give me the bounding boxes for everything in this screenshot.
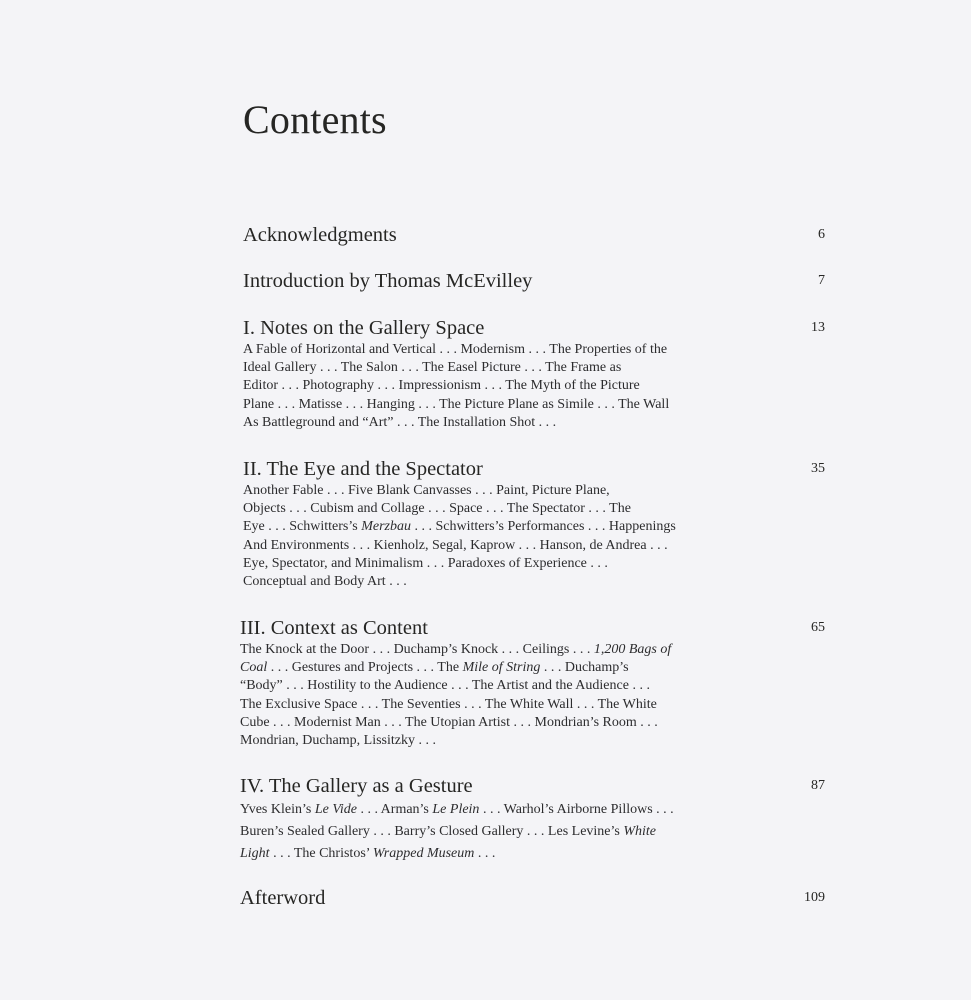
toc-entry-title: Introduction by Thomas McEvilley bbox=[243, 270, 533, 292]
toc-description-line bbox=[243, 359, 743, 377]
toc-section-description bbox=[243, 482, 743, 591]
work-title: 1,200 Bags of bbox=[593, 642, 672, 657]
work-title: White bbox=[623, 824, 657, 839]
toc-description-line bbox=[240, 799, 740, 821]
toc-page-number: 109 bbox=[804, 890, 825, 905]
work-title: Wrapped Museum bbox=[372, 846, 475, 861]
description-text: Ideal Gallery . . . The Salon . . . The Easel Picture . . . The Frame as bbox=[243, 360, 622, 376]
work-title: Coal bbox=[240, 660, 268, 676]
description-text: Yves Klein’s bbox=[240, 802, 315, 817]
toc-description-line bbox=[240, 843, 740, 865]
description-text: “Body” . . . Hostility to the Audience . . . The Artist and the Audience . . . bbox=[240, 678, 650, 694]
toc-entry-title: Afterword bbox=[240, 887, 326, 909]
description-text: Schwitters’s bbox=[289, 519, 362, 535]
toc-section-title: II. The Eye and the Spectator bbox=[243, 458, 483, 480]
description-text: A Fable of Horizontal and Vertical . . . Modernism . . . The Properties of the bbox=[243, 342, 668, 357]
toc-page-number: 65 bbox=[811, 620, 825, 635]
description-text: . . . The Christos’ bbox=[269, 846, 373, 861]
work-title: Le Vide bbox=[314, 802, 357, 817]
description-text: . . . Arman’s bbox=[356, 802, 433, 817]
work-title: Light bbox=[240, 846, 270, 861]
toc-section-3 bbox=[240, 615, 825, 750]
description-text: Eye, Spectator, and Minimalism . . . Paradoxes of Experience . . . bbox=[243, 555, 608, 571]
toc-entry-introduction bbox=[243, 268, 825, 294]
toc-description-line bbox=[240, 659, 740, 677]
toc-description-line bbox=[243, 555, 743, 573]
toc-page-number: 7 bbox=[818, 273, 825, 288]
toc-page-number: 87 bbox=[811, 778, 825, 793]
toc-page-number: 13 bbox=[811, 320, 825, 335]
toc-description-line bbox=[243, 518, 743, 536]
toc-section-2 bbox=[243, 456, 825, 591]
toc-page-number: 6 bbox=[818, 227, 825, 242]
description-text: Buren’s Sealed Gallery . . . Barry’s Closed Gallery . . . Les Levine’s bbox=[240, 824, 624, 839]
toc-section-1 bbox=[243, 315, 825, 432]
toc-description-line bbox=[240, 641, 740, 659]
toc-description-line bbox=[243, 414, 743, 432]
description-text: . . . Warhol’s Airborne Pillows . . . bbox=[479, 802, 674, 817]
toc-section-description bbox=[243, 341, 743, 432]
toc-description-line bbox=[243, 482, 743, 500]
toc-entry-acknowledgments bbox=[243, 222, 825, 248]
description-text: . . . Schwitters’s Performances . . . Happenings bbox=[411, 519, 676, 535]
toc-description-line bbox=[240, 714, 740, 732]
work-title: Merzbau bbox=[361, 519, 411, 535]
description-text: As Battleground and “Art” . . . The Installation Shot . . . bbox=[243, 414, 557, 430]
toc-section-title: I. Notes on the Gallery Space bbox=[243, 317, 485, 339]
description-text: Editor . . . Photography . . . Impressionism . . . The Myth of the Picture bbox=[243, 378, 640, 394]
description-text: Cube . . . Modernist Man . . . The Utopian Artist . . . Mondrian’s Room . . . bbox=[240, 714, 658, 730]
work-title: Mile of String bbox=[462, 660, 541, 676]
description-text: The Exclusive Space . . . The Seventies . . . The White Wall . . . The White bbox=[240, 696, 657, 712]
description-text: And Environments . . . Kienholz, Segal, Kaprow . . . Hanson, de Andrea . . . bbox=[243, 537, 668, 553]
toc-description-line bbox=[240, 821, 740, 843]
toc-description-line bbox=[243, 500, 743, 518]
toc-section-title: IV. The Gallery as a Gesture bbox=[240, 775, 473, 797]
toc-entry-afterword bbox=[240, 885, 825, 911]
description-text: The Knock at the Door . . . Duchamp’s Knock . . . Ceilings . . . bbox=[240, 642, 594, 657]
toc-description-line bbox=[243, 396, 743, 414]
description-text: Eye . . . bbox=[243, 519, 290, 535]
description-text: Another Fable . . . Five Blank Canvasses . . . Paint, Picture Plane, bbox=[243, 483, 610, 498]
toc-entry-title: Acknowledgments bbox=[243, 224, 397, 246]
toc-description-line bbox=[240, 696, 740, 714]
toc-section-description bbox=[240, 641, 740, 750]
page-title: Contents bbox=[243, 97, 387, 142]
description-text: Mondrian, Duchamp, Lissitzky . . . bbox=[240, 733, 436, 749]
description-text: Plane . . . Matisse . . . Hanging . . . The Picture Plane as Simile . . . The Wall bbox=[243, 396, 670, 412]
toc-page-number: 35 bbox=[811, 461, 825, 476]
toc-description-line bbox=[240, 677, 740, 695]
toc-description-line bbox=[240, 732, 740, 750]
toc-section-description bbox=[240, 799, 740, 865]
description-text: . . . bbox=[474, 846, 496, 861]
toc-description-line bbox=[243, 573, 743, 591]
toc-description-line bbox=[243, 377, 743, 395]
toc-description-line bbox=[243, 341, 743, 359]
toc-section-title: III. Context as Content bbox=[240, 617, 428, 639]
description-text: . . . Gestures and Projects . . . The bbox=[267, 660, 463, 676]
toc-section-4 bbox=[240, 773, 825, 865]
work-title: Le Plein bbox=[432, 802, 480, 817]
description-text: Conceptual and Body Art . . . bbox=[243, 574, 407, 590]
description-text: . . . Duchamp’s bbox=[540, 660, 629, 676]
description-text: Objects . . . Cubism and Collage . . . Space . . . The Spectator . . . The bbox=[243, 501, 631, 517]
toc-description-line bbox=[243, 537, 743, 555]
